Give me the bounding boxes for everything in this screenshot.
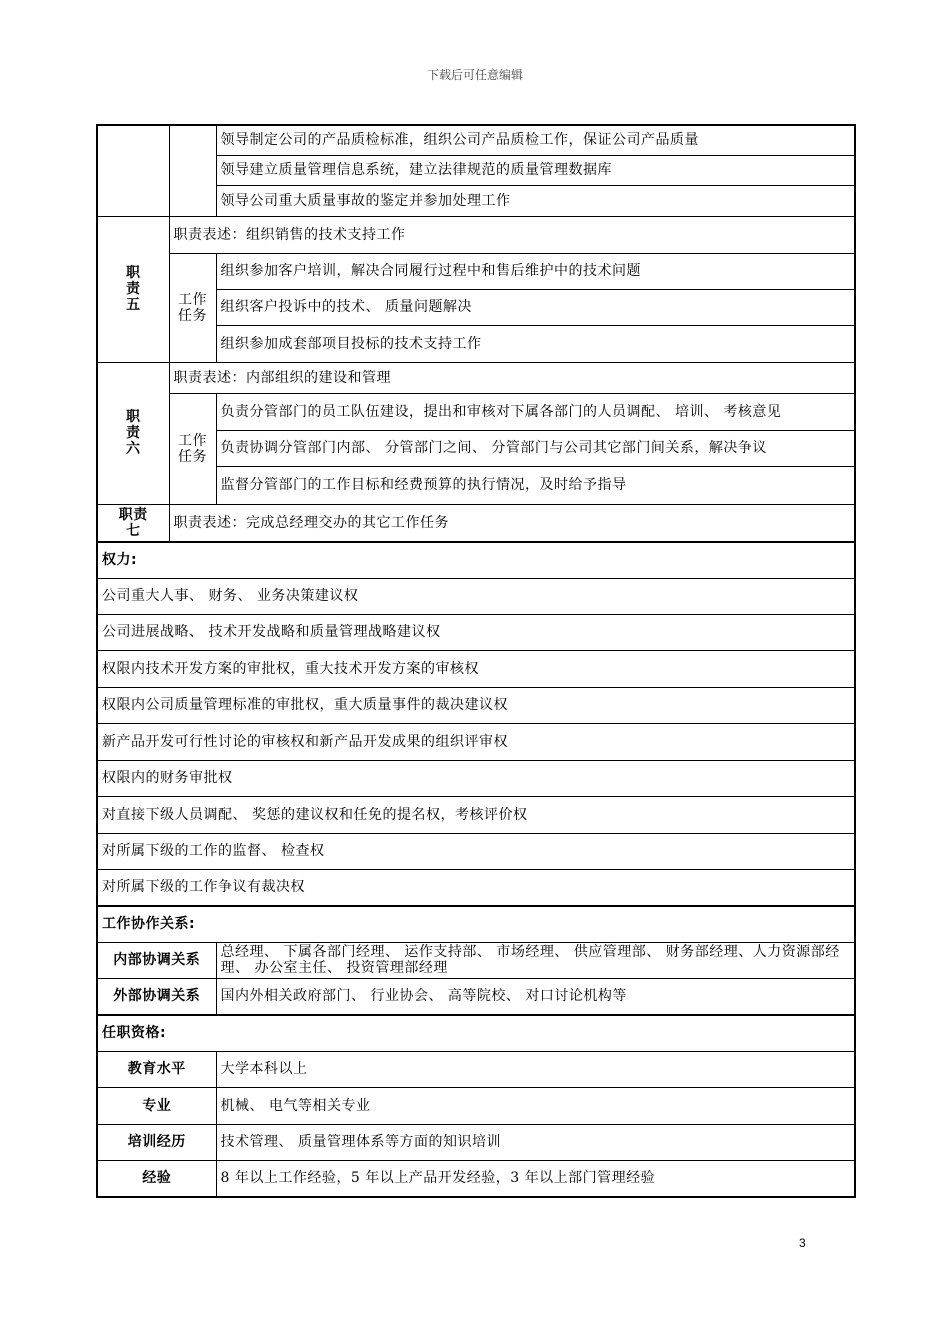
header-note: 下载后可任意编辑: [426, 68, 523, 82]
duty5-task-row: [97, 253, 855, 289]
authority-item: 权限内的财务审批权: [97, 760, 855, 796]
qualification-title: 任职资格:: [97, 1015, 855, 1051]
internal-coordination-label: 内部协调关系: [97, 942, 216, 978]
duty5-task: 组织客户投诉中的技术、 质量问题解决: [216, 289, 855, 325]
cooperation-title: 工作协作关系:: [97, 906, 855, 942]
authority-item: 对所属下级的工作的监督、 检查权: [97, 833, 855, 869]
qualification-label: 培训经历: [97, 1124, 216, 1160]
duty6-task-label: 工作任务: [169, 393, 216, 504]
qualification-label: 教育水平: [97, 1051, 216, 1087]
external-coordination-row: [97, 978, 855, 1015]
qualification-label: 专业: [97, 1087, 216, 1124]
authority-item: 公司进展战略、 技术开发战略和质量管理战略建议权: [97, 614, 855, 650]
duty6-label: 职责六: [97, 362, 169, 504]
authority-item-row: [97, 796, 855, 833]
duty6-statement: 职责表述：内部组织的建设和管理: [169, 362, 855, 393]
authority-item-row: [97, 833, 855, 869]
qualification-value: 机械、 电气等相关专业: [216, 1087, 855, 1124]
authority-item: 新产品开发可行性讨论的审核权和新产品开发成果的组织评审权: [97, 723, 855, 760]
qualification-row: [97, 1051, 855, 1087]
duty6-task-row: [97, 393, 855, 430]
authority-item-row: [97, 578, 855, 614]
authority-item: 权限内公司质量管理标准的审批权，重大质量事件的裁决建议权: [97, 687, 855, 723]
duty6-task: 监督分管部门的工作目标和经费预算的执行情况，及时给予指导: [216, 466, 855, 504]
qualification-label: 经验: [97, 1160, 216, 1197]
job-description-table: [96, 124, 856, 1198]
duty5-label: 职责五: [97, 216, 169, 362]
internal-coordination-value: 总经理、 下属各部门经理、 运作支持部、 市场经理、 供应管理部、 财务部经理、人力资源部经理、 办公室主任、 投资管理部经理: [216, 942, 855, 978]
duty4-sublabel-cell: [169, 125, 216, 216]
qualification-row: [97, 1087, 855, 1124]
duty5-statement-row: [97, 216, 855, 253]
duty4-task: 领导制定公司的产品质检标准，组织公司产品质检工作，保证公司产品质量: [216, 125, 855, 155]
duty6-task: 负责分管部门的员工队伍建设，提出和审核对下属各部门的人员调配、 培训、 考核意见: [216, 393, 855, 430]
authority-item-row: [97, 614, 855, 650]
duty6-task: 负责协调分管部门内部、 分管部门之间、 分管部门与公司其它部门间关系，解决争议: [216, 430, 855, 466]
authority-item-row: [97, 723, 855, 760]
page-number: 3: [799, 1236, 806, 1250]
duty4-task: 领导公司重大质量事故的鉴定并参加处理工作: [216, 185, 855, 216]
authority-item-row: [97, 869, 855, 906]
external-coordination-label: 外部协调关系: [97, 978, 216, 1015]
duty7-row: [97, 504, 855, 542]
authority-item: 对所属下级的工作争议有裁决权: [97, 869, 855, 906]
duty5-statement: 职责表述：组织销售的技术支持工作: [169, 216, 855, 253]
authority-item-row: [97, 760, 855, 796]
cooperation-header-row: [97, 906, 855, 942]
qualification-header-row: [97, 1015, 855, 1051]
qualification-value: 技术管理、 质量管理体系等方面的知识培训: [216, 1124, 855, 1160]
authority-header-row: [97, 542, 855, 578]
duty5-task: 组织参加客户培训，解决合同履行过程中和售后维护中的技术问题: [216, 253, 855, 289]
external-coordination-value: 国内外相关政府部门、 行业协会、 高等院校、 对口讨论机构等: [216, 978, 855, 1015]
internal-coordination-row: [97, 942, 855, 978]
authority-item-row: [97, 650, 855, 687]
authority-item-row: [97, 687, 855, 723]
qualification-value: 8 年以上工作经验，5 年以上产品开发经验，3 年以上部门管理经验: [216, 1160, 855, 1197]
authority-item: 权限内技术开发方案的审批权，重大技术开发方案的审核权: [97, 650, 855, 687]
authority-item: 对直接下级人员调配、 奖惩的建议权和任免的提名权，考核评价权: [97, 796, 855, 833]
qualification-row: [97, 1160, 855, 1197]
duty6-statement-row: [97, 362, 855, 393]
duty4-label-cell: [97, 125, 169, 216]
duty7-statement: 职责表述：完成总经理交办的其它工作任务: [169, 504, 855, 542]
authority-title: 权力:: [97, 542, 855, 578]
authority-item: 公司重大人事、 财务、 业务决策建议权: [97, 578, 855, 614]
duty7-label: 职责七: [97, 504, 169, 542]
duty4-task: 领导建立质量管理信息系统，建立法律规范的质量管理数据库: [216, 155, 855, 185]
qualification-row: [97, 1124, 855, 1160]
duty4-task-row: [97, 125, 855, 155]
qualification-value: 大学本科以上: [216, 1051, 855, 1087]
duty5-task-label: 工作任务: [169, 253, 216, 362]
duty5-task: 组织参加成套部项目投标的技术支持工作: [216, 325, 855, 362]
